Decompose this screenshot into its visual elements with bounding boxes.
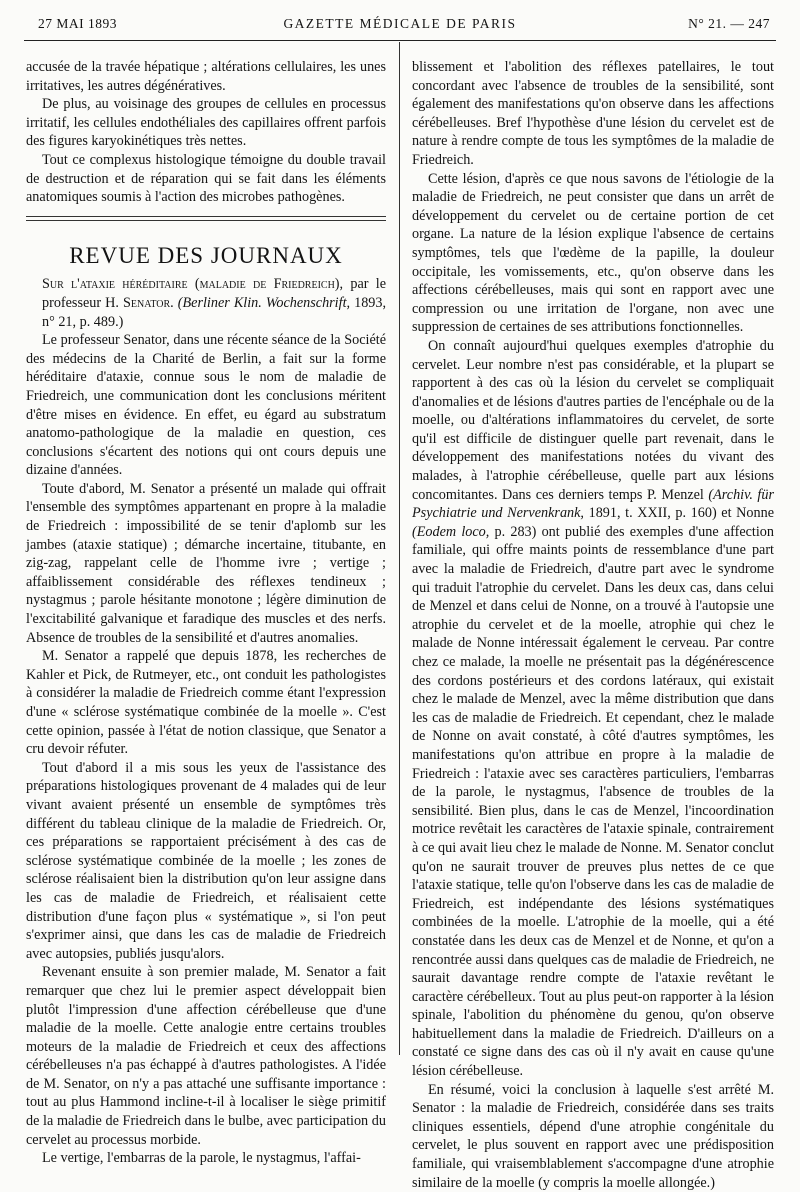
paragraph: Tout d'abord il a mis sous les yeux de l'assistance des préparations histologiques provenant de 4 malades qui de leur vivant avaient présenté un ensemble de symptômes très différent du tableau clinique de la maladie de Friedreich. Or, ces préparations se rapportaient précisément à des cas de sclérose systématique combinée de la moelle ; les zones de sclérose réalisaient bien la distribution qu'on leur assigne dans les cas de maladie de Friedreich, et réalisaient cette distribution d'une façon plus « systématique », si l'on peut s'exprimer ainsi, que dans les cas de maladie de Friedreich avec autopsies, publiés jusqu'alors. (26, 759, 386, 962)
paragraph: blissement et l'abolition des réflexes patellaires, le tout concordant avec l'absence de troubles de la sensibilité, sont également des manifestations qu'on observe dans les affections cérébelleuses. Bref l'hypothèse d'une lésion du cervelet est de nature à rendre compte de tous les symptômes de la maladie de Friedreich. (412, 59, 774, 168)
right-column (412, 58, 774, 1192)
header-rule (24, 40, 776, 41)
issue-page-number: N° 21. — 247 (688, 16, 770, 31)
paragraph: Tout ce complexus histologique témoigne du double travail de destruction et de réparation qui se fait dans les éléments anatomiques soumis à l'action des microbes pathogènes. (26, 151, 386, 206)
paragraph: M. Senator a rappelé que depuis 1878, les recherches de Kahler et Pick, de Rutmeyer, etc., ont conduit les pathologistes à considérer la maladie de Friedreich comme étant l'expression d'une « sclérose systématique combinée de la moelle ». C'est cette opinion, passée à l'état de notion classique, que Senator a cru devoir réfuter. (26, 648, 386, 758)
section-title: REVUE DES JOURNAUX (69, 242, 343, 268)
paragraph: Toute d'abord, M. Senator a présenté un malade qui offrait l'ensemble des symptômes appartenant en propre à la maladie de Friedreich : impossibilité de se tenir d'aplomb sur les jambes (ataxie statique) ; démarche incertaine, titubante, en zig-zag, rappelant celle de l'homme ivre ; vertige ; affaiblissement considérable des réflexes tendineux ; nystagmus ; parole hésitante monotone ; légère diminution de l'excitabilité galvanique et faradique des muscles et des nerfs. Absence de troubles de la sensibilité et d'autres anomalies. (26, 480, 386, 646)
article-title: Sur l'ataxie héréditaire (maladie de Friedreich), (42, 276, 344, 293)
page-header (24, 14, 776, 38)
paragraph: Le professeur Senator, dans une récente séance de la Société des médecins de la Charité de Berlin, a fait sur la forme héréditaire d'ataxie, connue sous le nom de maladie de Friedreich, une communication dont les conclusions méritent d'être mises en évidence. En effet, eu égard au substratum anatomo-pathologique de la maladie en question, ces conclusions s'écartent des notions qui ont cours depuis une dizaine d'années. (26, 332, 386, 479)
section-divider (26, 216, 386, 221)
paragraph: De plus, au voisinage des groupes de cellules en processus irritatif, les cellules endothéliales des capillaires offrent parfois des figures karyokinétiques très nettes. (26, 96, 386, 150)
text-run: 1891, t. XXII, p. 160) et Nonne (583, 505, 775, 522)
paragraph (412, 337, 774, 1081)
paragraph: Cette lésion, d'après ce que nous savons de l'étiologie de la maladie de Friedreich, ne peut consister que dans un arrêt de développement du cervelet ou de certaine portion de cet organe. La nature de la lésion explique l'absence de certains symptômes, tels que l'œdème de la papille, la douleur occipitale, les vomissements, etc., qu'on observe dans les affections cérébelleuses, mais qui sont en rapport avec une compression ou une irritation de l'organe, non avec une suppression de certaines de ses attributions fonctionnelles. (412, 170, 774, 336)
article-source-end: 1893, n° 21, p. 489.) (42, 294, 387, 330)
issue-date: 27 MAI 1893 (38, 16, 117, 31)
paragraph: Revenant ensuite à son premier malade, M. Senator a fait remarquer que chez lui le premier aspect développait bien plutôt l'impression d'une affection cérébelleuse que d'une maladie de la moelle. Cette analogie entre certains troubles moteurs de la maladie de Friedreich et ceux des affections cérébelleuses n'a pas échappé à d'autres pathologistes. A l'idée de M. Senator, on n'y a pas attaché une suffisante importance : tout au plus Hammond incline-t-il à localiser le siège primitif de la maladie de Friedreich dans le bulbe, avec participation du cervelet au processus morbide. (26, 964, 386, 1148)
article-author: H. Senator. (105, 294, 174, 311)
text-run: p. 283) ont publié des exemples d'une affection familiale, qui offre maints points de ressemblance d'une part avec la maladie de Friedreich, d'autre part avec le syndrome qui traduit l'atrophie du cervelet. Dans les deux cas, dans celui de Menzel et dans celui de Nonne, on a trouvé à l'autopsie une atrophie du cervelet et de la moelle, atrophie qui chez le malade de Nonne intéressait également le cerveau. Par contre chez ce malade, la moelle ne présentait pas la dégénérescence des cordons postérieurs et des cordons latéraux, qui existait chez le malade de Menzel, avec la même distribution que dans les cas de maladie de Friedreich. Et cependant, chez le malade de Nonne on avait constaté, à côté d'autres symptômes, les manifestations qu'on attribue en propre à la maladie de Friedreich : l'ataxie avec ses caractères particuliers, l'embarras de la parole, le nystagmus, l'absence de troubles de la sensibilité. Bien plus, dans le cas de Menzel, l'incoordination motrice revêtait les caractères de l'ataxie spinale, contrairement à ce qui avait lieu chez le malade de Nonne. M. Senator conclut qu'on ne saurait trouver de preuves plus nettes de ce que l'ataxie statique, telle qu'on l'observe dans les cas de maladie de Friedreich, est indépendante des lésions systématiques combinées de la moelle. L'atrophie de la moelle, qui a été constatée dans les deux cas de Menzel et de Nonne, et qu'on a rencontrée aussi dans quelques cas de maladie de Friedreich, ne saurait davantage rendre compte de l'ataxie revêtant le caractère cérébelleux. Tout au plus peut-on rapporter à la lésion spinale, l'abolition du phénomène du genou, qu'on observe habituellement dans la maladie de Friedreich. D'ailleurs on a constaté ce signe dans des cas où il n'y avait en cause qu'une lésion cérébelleuse. (412, 523, 774, 1080)
article-source: (Berliner Klin. Wochenschrift, (177, 294, 351, 311)
article-author-prefix: par le professeur (42, 276, 387, 311)
citation-title: (Archiv. für Psychiatrie und Nervenkrank, (412, 486, 774, 522)
article-heading (26, 275, 386, 331)
left-column (26, 58, 386, 1168)
column-divider (399, 42, 400, 1055)
journal-title: GAZETTE MÉDICALE DE PARIS (283, 16, 517, 31)
paragraph: accusée de la travée hépatique ; altérations cellulaires, les unes irritatives, les autres dégénératives. (26, 59, 386, 94)
text-run: On connaît aujourd'hui quelques exemples d'atrophie du cervelet. Leur nombre n'est pas considérable, et la plupart se rapportent à des cas où la lésion du cervelet se compliquait d'anomalies et de lésions d'autres parties de l'encéphale ou de la moelle, ou d'altérations inflammatoires du cervelet, de sorte qu'il est difficile de distinguer quelle part revenait, dans le développement des manifestations notées du vivant des malades, à l'atrophie cérébelleuse, quelle part aux lésions concomitantes. Dans ces derniers temps P. Menzel (412, 337, 774, 503)
paragraph: Le vertige, l'embarras de la parole, le nystagmus, l'affai- (42, 1150, 361, 1167)
paragraph: En résumé, voici la conclusion à laquelle s'est arrêté M. Senator : la maladie de Friedreich, considérée dans ses traits cliniques essentiels, dépend d'une atrophie congénitale du cervelet, le plus souvent en rapport avec une prédisposition familiale, qui vraisemblablement s'accompagne d'une atrophie similaire de la moelle (y compris la moelle allongée.) (412, 1081, 774, 1191)
citation-title: (Eodem loco, (412, 523, 490, 540)
